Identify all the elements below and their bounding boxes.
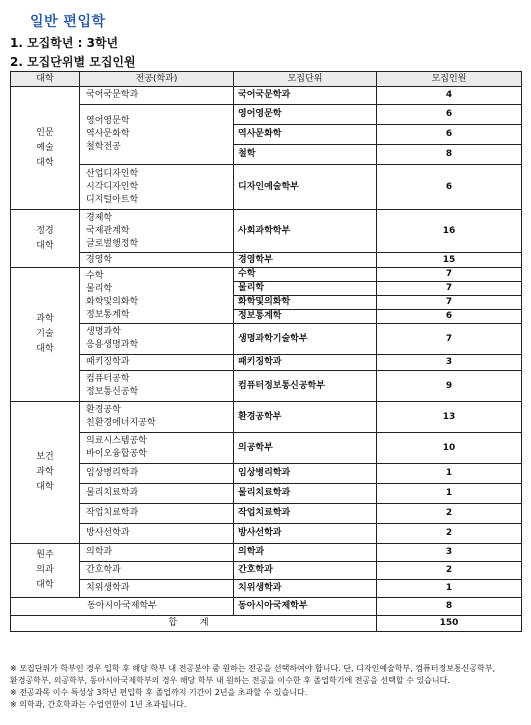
note-line: 환경공학부, 의공학부, 동아시아국제학부의 경우 해당 학부 내 원하는 전공을 이수한 후 졸업학기에 전공을 선택할 수 있습니다. [10,676,450,685]
count-cell: 16 [377,210,522,253]
unit-cell: 수학 [234,268,377,282]
college-medical: 원주 의과 대학 [11,544,80,598]
unit-cell: 패키징학과 [234,355,377,371]
unit-cell: 화학및의화학 [234,296,377,310]
table-row [11,105,522,125]
table-header-row [11,72,522,87]
table-row [11,504,522,524]
unit-cell: 의공학부 [234,433,377,464]
count-cell: 1 [377,464,522,484]
table-row [11,371,522,402]
unit-cell: 철학 [234,145,377,165]
count-cell: 6 [377,105,522,125]
count-cell: 8 [377,145,522,165]
count-cell: 10 [377,433,522,464]
dept-cell: 동아시아국제학부 [11,598,234,616]
dept-cell: 컴퓨터공학 정보통신공학 [80,371,234,402]
unit-cell: 물리치료학과 [234,484,377,504]
table-row [11,210,522,253]
header-unit: 모집단위 [234,72,377,87]
total-row [11,616,522,632]
header-college: 대학 [11,72,80,87]
dept-cell: 방사선학과 [80,524,234,544]
unit-cell: 간호학과 [234,562,377,580]
table-row [11,253,522,268]
unit-cell: 물리학 [234,282,377,296]
table-row [11,87,522,105]
unit-cell: 경영학부 [234,253,377,268]
dept-cell: 경영학 [80,253,234,268]
count-cell: 8 [377,598,522,616]
count-cell: 1 [377,580,522,598]
table-row [11,402,522,433]
quota-table [10,71,522,632]
dept-cell: 수학 물리학 화학및의화학 정보통계학 [80,268,234,324]
table-row [11,598,522,616]
table-row [11,562,522,580]
college-health: 보건 과학 대학 [11,402,80,544]
dept-cell: 물리치료학과 [80,484,234,504]
unit-cell: 영어영문학 [234,105,377,125]
count-cell: 3 [377,544,522,562]
dept-cell: 산업디자인학 시각디자인학 디지털아트학 [80,165,234,210]
header-major: 전공(학과) [80,72,234,87]
dept-cell: 의학과 [80,544,234,562]
dept-cell: 생명과학 응용생명과학 [80,324,234,355]
unit-cell: 동아시아국제학부 [234,598,377,616]
dept-cell: 영어영문학 역사문화학 철학전공 [80,105,234,165]
table-row [11,544,522,562]
dept-cell: 간호학과 [80,562,234,580]
count-cell: 15 [377,253,522,268]
dept-cell: 국어국문학과 [80,87,234,105]
count-cell: 7 [377,282,522,296]
unit-cell: 역사문화학 [234,125,377,145]
table-row [11,433,522,464]
unit-cell: 국어국문학과 [234,87,377,105]
count-cell: 6 [377,165,522,210]
dept-cell: 경제학 국제관계학 글로벌행정학 [80,210,234,253]
dept-cell: 치위생학과 [80,580,234,598]
unit-cell: 방사선학과 [234,524,377,544]
count-cell: 4 [377,87,522,105]
dept-cell: 작업치료학과 [80,504,234,524]
dept-cell: 의료시스템공학 바이오융합공학 [80,433,234,464]
table-row [11,580,522,598]
count-cell: 1 [377,484,522,504]
unit-cell: 디자인예술학부 [234,165,377,210]
table-row [11,324,522,355]
count-cell: 2 [377,562,522,580]
section-heading-grade: 1. 모집학년 : 3학년 [10,36,119,50]
college-science: 과학 기술 대학 [11,268,80,402]
note-line: ※ 의학과, 간호학과는 수업연한이 1년 초과됩니다. [10,700,187,709]
count-cell: 2 [377,524,522,544]
unit-cell: 환경공학부 [234,402,377,433]
count-cell: 13 [377,402,522,433]
count-cell: 7 [377,296,522,310]
unit-cell: 생명과학기술학부 [234,324,377,355]
section-heading-quota: 2. 모집단위별 모집인원 [10,55,136,69]
unit-cell: 컴퓨터정보통신공학부 [234,371,377,402]
count-cell: 9 [377,371,522,402]
note-line: ※ 전공과목 이수 특성상 3학년 편입학 후 졸업까지 기간이 2년을 초과할 수 있습니다. [10,688,308,697]
count-cell: 6 [377,310,522,324]
count-cell: 7 [377,324,522,355]
college-social: 정경 대학 [11,210,80,268]
unit-cell: 치위생학과 [234,580,377,598]
total-count: 150 [377,616,522,632]
page-title: 일반 편입학 [30,14,106,30]
unit-cell: 의학과 [234,544,377,562]
table-row [11,524,522,544]
dept-cell: 환경공학 친환경에너지공학 [80,402,234,433]
table-row [11,165,522,210]
note-line: ※ 모집단위가 학부인 경우 입학 후 해당 학부 내 전공분야 중 원하는 전공을 선택하여야 합니다. 단, 디자인예술학부, 컴퓨터정보통신공학부, [10,664,496,673]
count-cell: 6 [377,125,522,145]
college-humanities: 인문 예술 대학 [11,87,80,210]
table-row [11,355,522,371]
count-cell: 2 [377,504,522,524]
notes [10,663,525,711]
count-cell: 3 [377,355,522,371]
unit-cell: 작업치료학과 [234,504,377,524]
header-count: 모집인원 [377,72,522,87]
unit-cell: 정보통계학 [234,310,377,324]
table-row [11,484,522,504]
total-label: 합 계 [11,616,377,632]
dept-cell: 임상병리학과 [80,464,234,484]
count-cell: 7 [377,268,522,282]
table-row [11,464,522,484]
unit-cell: 임상병리학과 [234,464,377,484]
unit-cell: 사회과학학부 [234,210,377,253]
table-row [11,268,522,282]
dept-cell: 패키징학과 [80,355,234,371]
